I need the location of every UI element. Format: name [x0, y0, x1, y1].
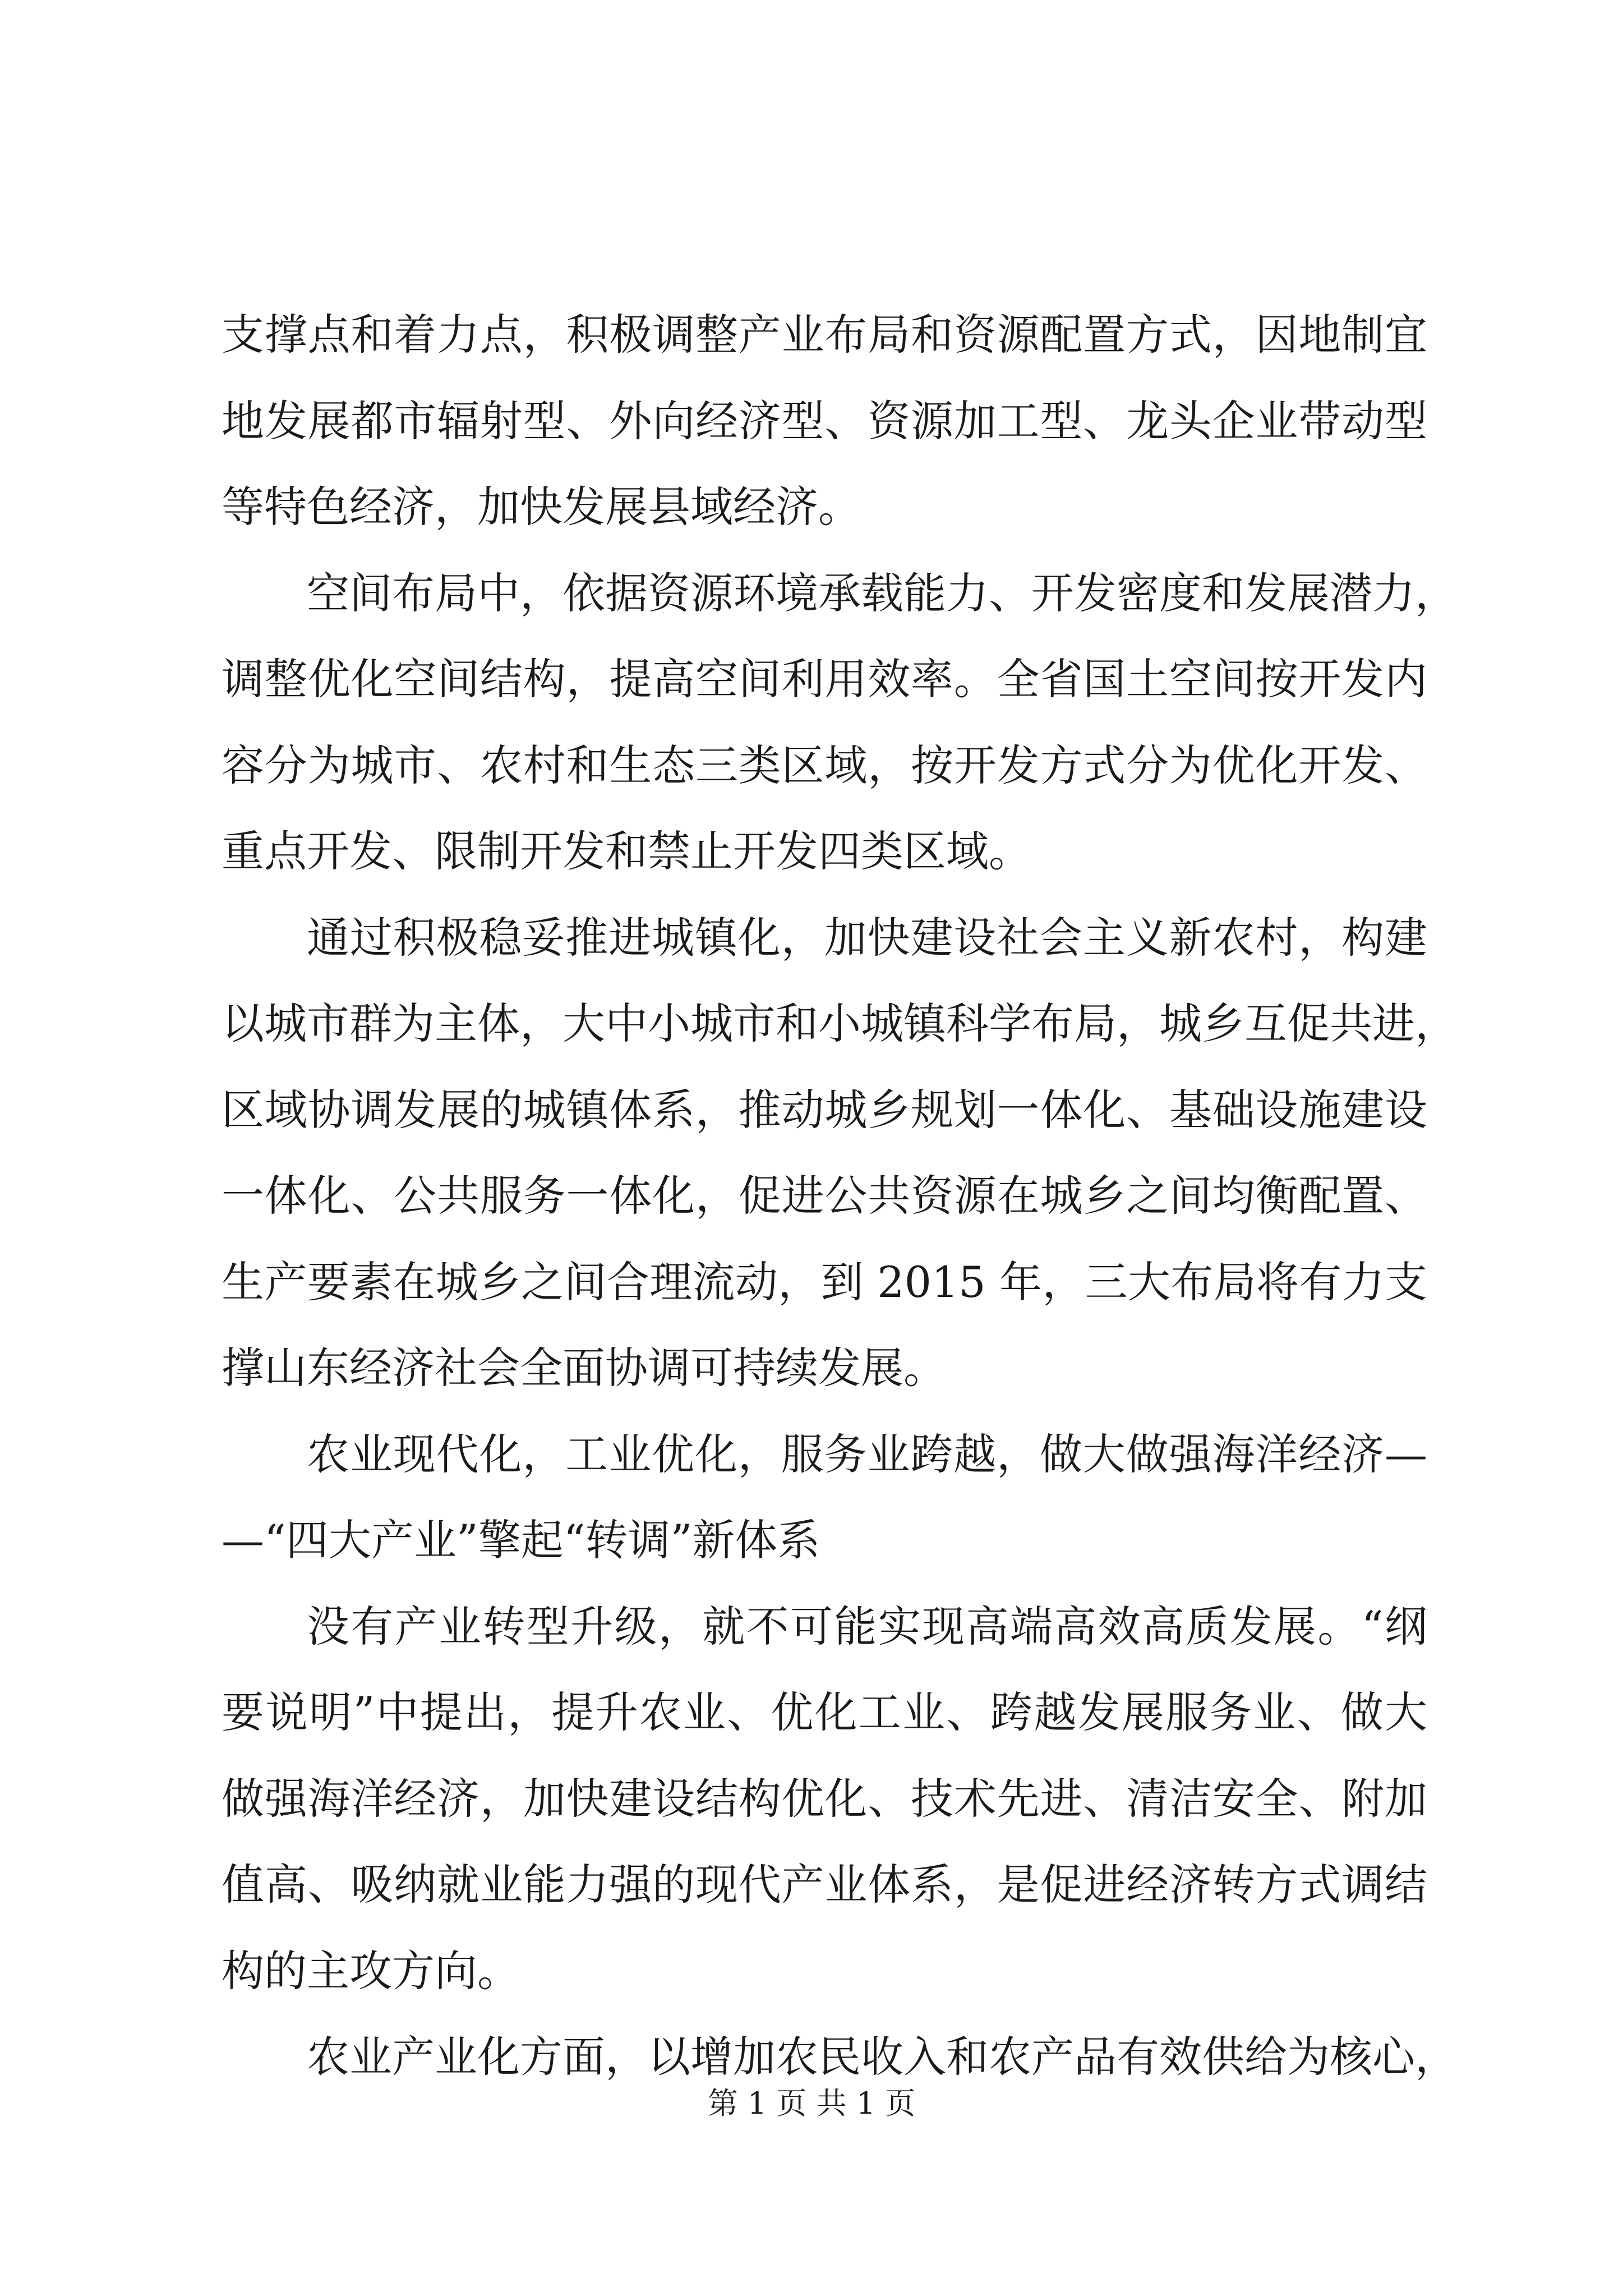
text-line: 重点开发、限制开发和禁止开发四类区域。 — [222, 826, 1031, 876]
text-line: 调整优化空间结构，提高空间利用效率。全省国土空间按开发内 — [222, 654, 1427, 704]
text-line: 等特色经济，加快发展县域经济。 — [222, 482, 861, 532]
text-line: 农业现代化，工业优化，服务业跨越，做大做强海洋经济— — [307, 1429, 1427, 1479]
text-line: 撑山东经济社会全面协调可持续发展。 — [222, 1343, 946, 1393]
text-line: 空间布局中，依据资源环境承载能力、开发密度和发展潜力， — [307, 568, 1458, 618]
text-line: 通过积极稳妥推进城镇化，加快建设社会主义新农村，构建 — [307, 912, 1427, 963]
text-line: 生产要素在城乡之间合理流动，到 2015 年，三大布局将有力支 — [222, 1257, 1427, 1307]
text-line: 做强海洋经济，加快建设结构优化、技术先进、清洁安全、附加 — [222, 1773, 1427, 1824]
text-line: 农业产业化方面，以增加农民收入和农产品有效供给为核心， — [307, 2032, 1458, 2082]
text-line: 以城市群为主体，大中小城市和小城镇科学布局，城乡互促共进， — [222, 999, 1458, 1048]
text-line: 支撑点和着力点，积极调整产业布局和资源配置方式，因地制宜 — [222, 310, 1427, 360]
text-line: 一体化、公共服务一体化，促进公共资源在城乡之间均衡配置、 — [222, 1171, 1427, 1221]
text-line: 要说明”中提出，提升农业、优化工业、跨越发展服务业、做大 — [222, 1687, 1427, 1737]
text-line: 容分为城市、农村和生态三类区域，按开发方式分为优化开发、 — [222, 740, 1427, 790]
text-line: 构的主攻方向。 — [222, 1945, 520, 1996]
text-line: 区域协调发展的城镇体系，推动城乡规划一体化、基础设施建设 — [222, 1084, 1427, 1135]
text-line: 地发展都市辐射型、外向经济型、资源加工型、龙头企业带动型 — [222, 395, 1427, 446]
document-body — [222, 292, 1458, 2100]
text-line: —“四大产业”擎起“转调”新体系 — [222, 1515, 820, 1565]
text-line: 没有产业转型升级，就不可能实现高端高效高质发展。“纲 — [307, 1601, 1427, 1651]
text-line: 值高、吸纳就业能力强的现代产业体系，是促进经济转方式调结 — [222, 1860, 1427, 1910]
page-footer: 第 1 页 共 1 页 — [707, 2086, 916, 2121]
